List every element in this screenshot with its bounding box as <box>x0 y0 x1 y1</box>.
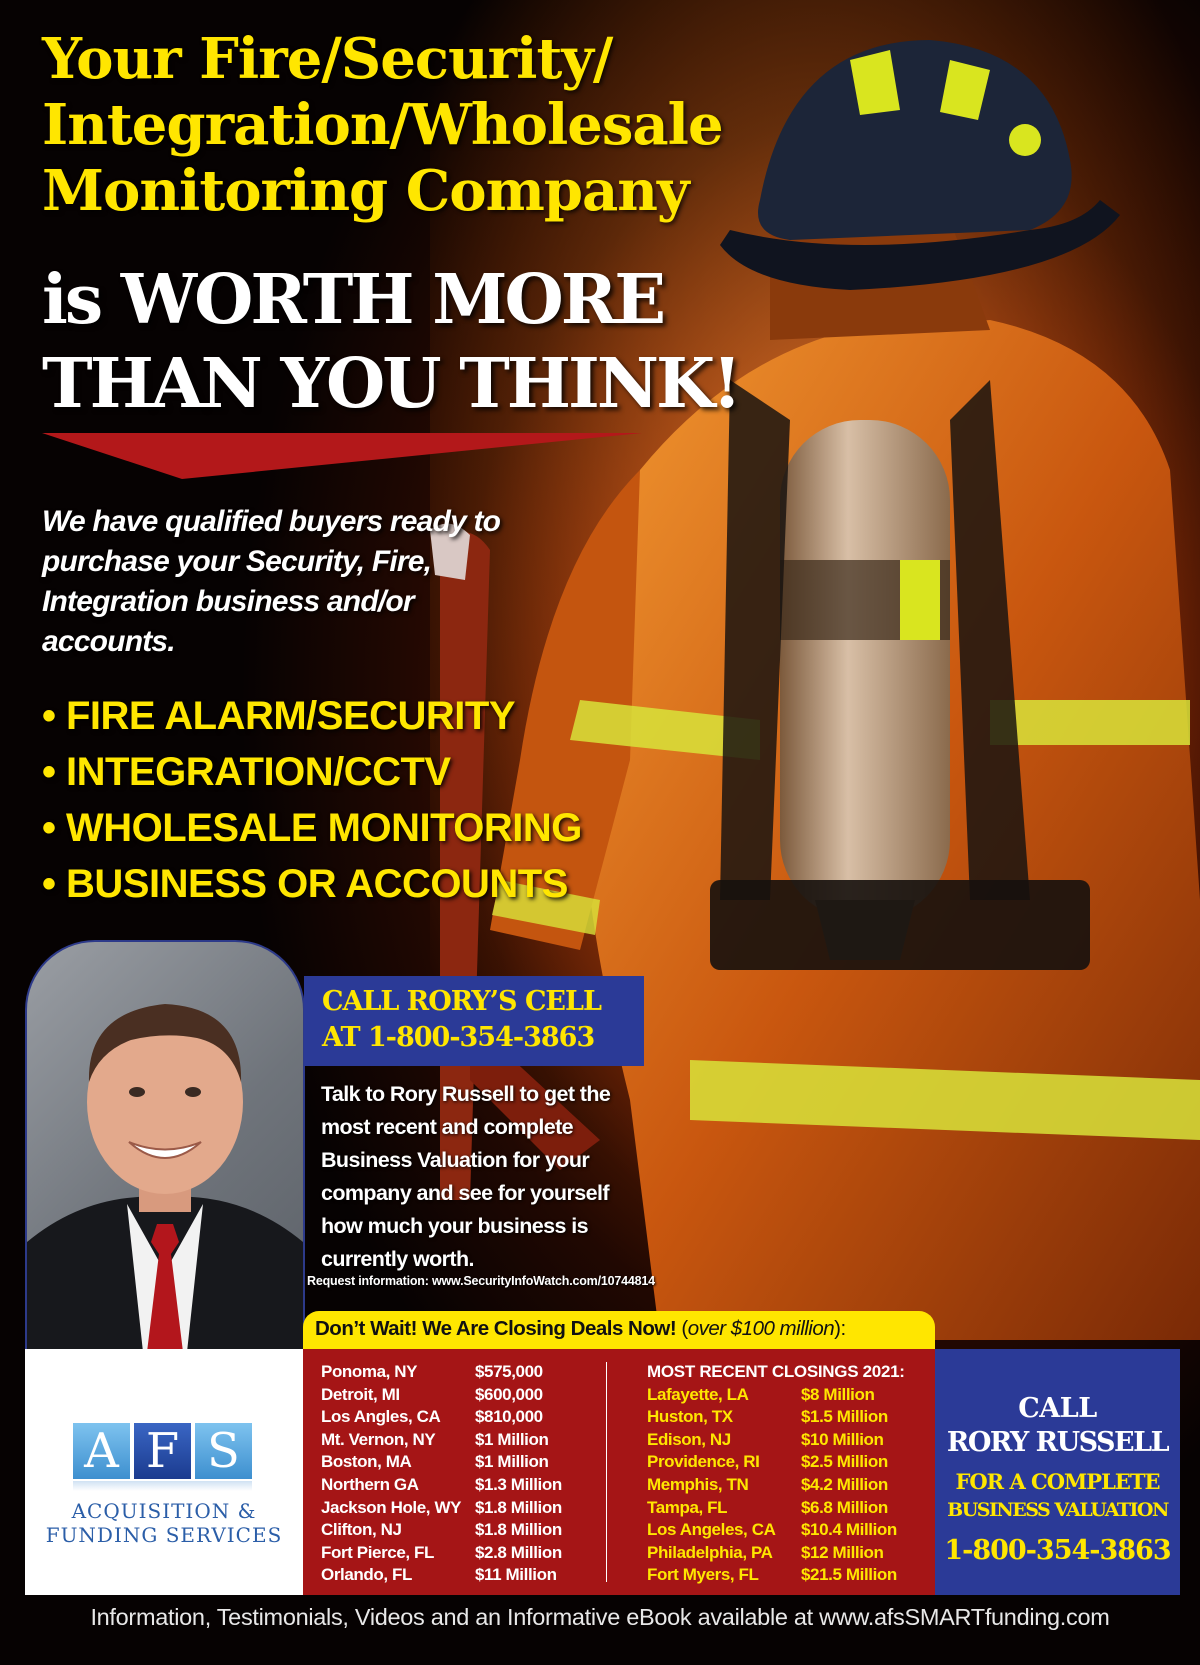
list-item: Lafayette, LA $8 Million <box>647 1384 875 1404</box>
list-item: Los Angeles, CA $10.4 Million <box>647 1520 897 1540</box>
closings-panel <box>303 1349 935 1595</box>
headline-line-5: THAN YOU THINK! <box>42 344 739 424</box>
logo-line-2: FUNDING SERVICES <box>45 1523 283 1547</box>
deals-banner-amount: over $100 million <box>687 1317 835 1340</box>
portrait-photo <box>25 940 305 1352</box>
service-item: • WHOLESALE MONITORING <box>42 800 582 856</box>
service-list <box>42 688 582 912</box>
closings-divider <box>606 1362 607 1582</box>
headline-line-1: Your Fire/Security/ <box>42 26 613 92</box>
logo-letters <box>73 1423 252 1479</box>
talk-text: Talk to Rory Russell to get the most recent and complete Business Valuation for your company and see for yourself how much your business is currently worth. <box>321 1082 611 1271</box>
intro-text: We have qualified buyers ready to purchase your Security, Fire, Integration business and/or accounts. <box>42 505 501 658</box>
list-item: Fort Pierce, FL $2.8 Million <box>321 1542 562 1562</box>
service-item: • BUSINESS OR ACCOUNTS <box>42 856 582 912</box>
headline-line-3: Monitoring Company <box>42 158 689 224</box>
closings-list-left <box>321 1361 562 1587</box>
bullet-icon: • <box>42 806 56 850</box>
red-divider-arrow <box>42 433 642 479</box>
cta-line-2: RORY RUSSELL <box>946 1427 1169 1458</box>
call-box-line-1: CALL RORY’S CELL <box>322 986 601 1017</box>
list-item: Clifton, NJ $1.8 Million <box>321 1520 562 1540</box>
list-item: Detroit, MI $600,000 <box>321 1384 543 1404</box>
logo-letter-f: F <box>134 1423 191 1479</box>
closings-list-right <box>647 1361 905 1587</box>
logo-letter-s: S <box>195 1423 252 1479</box>
footer-text: Information, Testimonials, Videos and an Informative eBook available at www.afsSMARTfunding.com <box>90 1604 1110 1630</box>
headline-line-4: is WORTH MORE <box>42 260 664 340</box>
request-info-link[interactable]: Request information: www.SecurityInfoWatch.com/10744814 <box>307 1274 655 1288</box>
list-item: Mt. Vernon, NY $1 Million <box>321 1429 549 1449</box>
list-item: Los Angles, CA $810,000 <box>321 1407 543 1427</box>
logo-letter-a: A <box>73 1423 130 1479</box>
service-item: • FIRE ALARM/SECURITY <box>42 688 582 744</box>
list-item: Huston, TX $1.5 Million <box>647 1407 888 1427</box>
list-item: Memphis, TN $4.2 Million <box>647 1474 888 1494</box>
cta-panel <box>935 1349 1180 1595</box>
deals-banner: Don’t Wait! We Are Closing Deals Now! (over $100 million): <box>303 1311 935 1351</box>
call-cell-box <box>304 976 644 1066</box>
bullet-icon: • <box>42 862 56 906</box>
deals-banner-strong: Don’t Wait! We Are Closing Deals Now! <box>315 1317 677 1340</box>
service-item: • INTEGRATION/CCTV <box>42 744 582 800</box>
list-item: Boston, MA $1 Million <box>321 1452 549 1472</box>
list-item: Northern GA $1.3 Million <box>321 1474 562 1494</box>
list-item: Providence, RI $2.5 Million <box>647 1452 888 1472</box>
list-item: Edison, NJ $10 Million <box>647 1429 884 1449</box>
list-item: Jackson Hole, WY $1.8 Million <box>321 1497 562 1517</box>
cta-line-3: FOR A COMPLETE <box>955 1469 1160 1494</box>
person-icon <box>27 942 303 1352</box>
recent-closings-heading: MOST RECENT CLOSINGS 2021: <box>647 1362 905 1381</box>
headline-line-2: Integration/Wholesale <box>42 92 723 158</box>
call-box-line-2: AT 1-800-354-3863 <box>322 1022 595 1053</box>
logo-reflection <box>73 1481 252 1491</box>
afs-logo <box>25 1349 303 1595</box>
cta-line-4: BUSINESS VALUATION <box>947 1499 1168 1521</box>
bullet-icon: • <box>42 694 56 738</box>
list-item: Philadelphia, PA $12 Million <box>647 1542 884 1562</box>
logo-line-1: ACQUISITION & <box>71 1499 257 1523</box>
list-item: Tampa, FL $6.8 Million <box>647 1497 888 1517</box>
list-item: Ponoma, NY $575,000 <box>321 1362 543 1381</box>
cta-line-1: CALL <box>1018 1393 1097 1424</box>
list-item: Fort Myers, FL $21.5 Million <box>647 1565 897 1585</box>
list-item: Orlando, FL $11 Million <box>321 1565 557 1585</box>
cta-phone[interactable]: 1-800-354-3863 <box>944 1535 1171 1566</box>
bullet-icon: • <box>42 750 56 794</box>
